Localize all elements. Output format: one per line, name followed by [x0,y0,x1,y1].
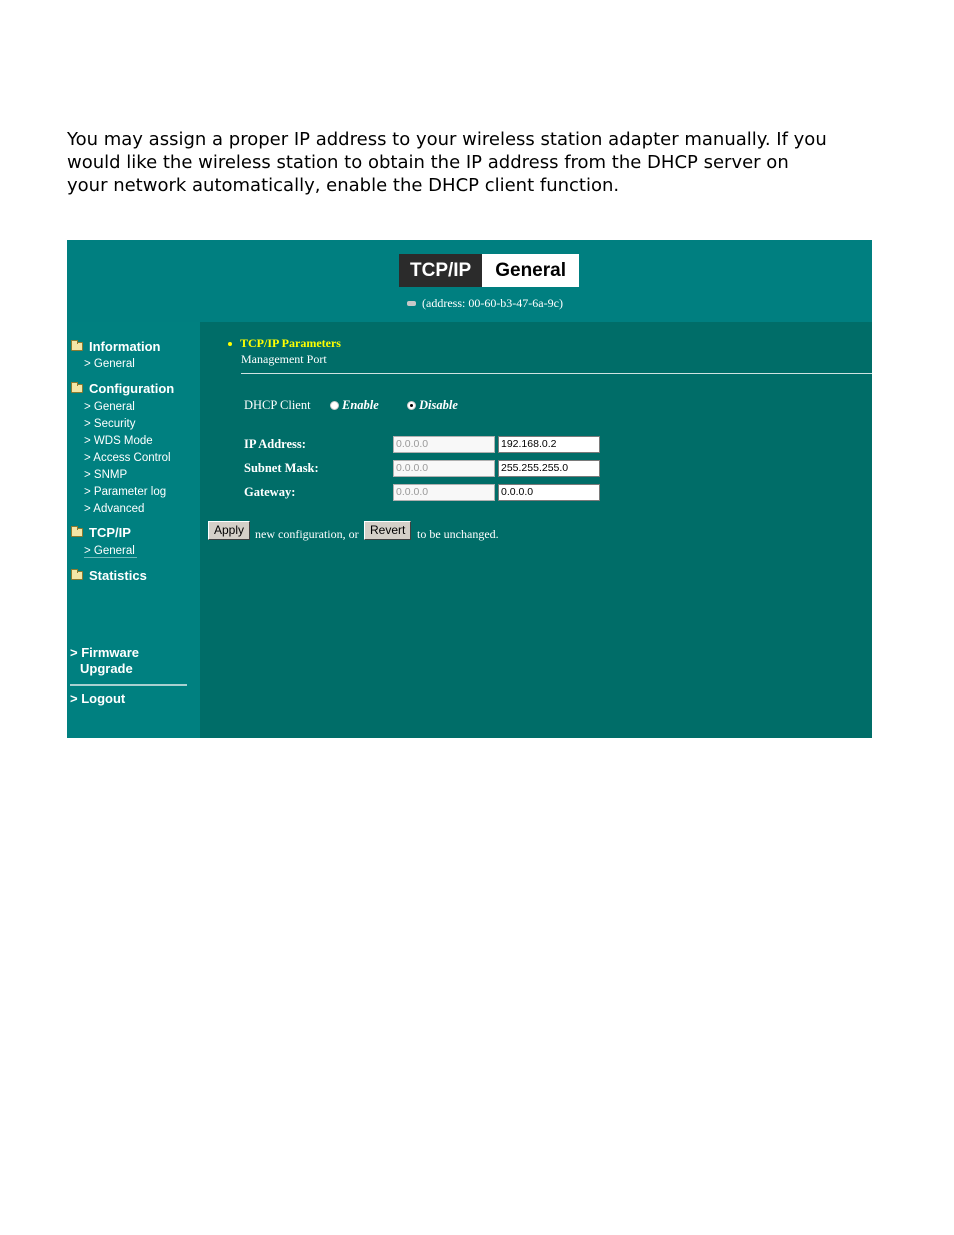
subnet-mask-label: Subnet Mask: [244,461,319,475]
network-card-icon [407,301,416,306]
apply-description: new configuration, or [255,527,359,541]
mac-address-text: (address: 00-60-b3-47-6a-9c) [422,296,563,310]
sidebar-item-logout[interactable]: > Logout [70,691,126,706]
intro-paragraph: You may assign a proper IP address to your wireless station adapter manually. If you would like the wireless station to obtain the IP address from the DHCP server on your network automatically, enable the DHCP client function. [67,129,827,196]
revert-description: to be unchanged. [417,527,499,541]
sidebar [67,322,200,738]
dhcp-enable-label: Enable [342,398,379,412]
revert-button[interactable]: Revert [364,521,411,540]
sidebar-item-access-control[interactable]: > Access Control [84,452,171,464]
firmware-label-line1: > Firmware [70,645,140,660]
section-subtitle: Management Port [241,352,327,366]
subnet-mask-current-field: 0.0.0.0 [393,460,495,477]
folder-open-icon [71,342,83,351]
sidebar-item-tcpip[interactable] [71,525,131,540]
sidebar-item-advanced[interactable]: > Advanced [84,503,145,515]
main-panel [200,322,872,738]
bullet-icon [228,342,232,346]
sidebar-item-config-general[interactable]: > General [84,401,135,413]
page-title-page: General [482,254,579,287]
sidebar-item-information-general[interactable]: > General [84,358,135,370]
folder-open-icon [71,384,83,393]
sidebar-item-security[interactable]: > Security [84,418,136,430]
subnet-mask-input[interactable]: 255.255.255.0 [498,460,600,477]
folder-closed-icon [71,571,83,580]
gateway-current-field: 0.0.0.0 [393,484,495,501]
page-title [399,254,579,287]
apply-button[interactable]: Apply [208,521,250,540]
radio-disable[interactable] [407,401,416,410]
gateway-label: Gateway: [244,485,296,499]
page-title-section: TCP/IP [399,254,482,287]
sidebar-item-information[interactable] [71,339,161,354]
dhcp-disable-option[interactable] [407,398,458,413]
sidebar-item-statistics[interactable] [71,568,147,583]
sidebar-item-label: Statistics [89,568,147,583]
sidebar-item-snmp[interactable]: > SNMP [84,469,128,481]
gateway-input[interactable]: 0.0.0.0 [498,484,600,501]
ip-address-input[interactable]: 192.168.0.2 [498,436,600,453]
section-title [228,336,341,351]
sidebar-item-configuration[interactable] [71,381,174,396]
mac-address [407,296,563,311]
folder-open-icon [71,528,83,537]
ip-address-current-field: 0.0.0.0 [393,436,495,453]
dhcp-disable-label: Disable [419,398,458,412]
section-title-text: TCP/IP Parameters [240,336,341,350]
sidebar-item-tcpip-general[interactable]: > General [84,545,135,557]
section-divider [241,373,872,374]
sidebar-divider [70,684,187,686]
sidebar-item-firmware-upgrade[interactable] [70,645,139,677]
dhcp-enable-option[interactable] [330,398,379,413]
router-web-ui [67,240,872,738]
sidebar-item-label: Configuration [89,381,175,396]
sidebar-item-label: Information [89,339,161,354]
radio-enable[interactable] [330,401,339,410]
page-header [67,240,872,322]
firmware-label-line2: Upgrade [80,661,133,676]
ip-address-label: IP Address: [244,437,306,451]
dhcp-client-label: DHCP Client [244,398,311,412]
sidebar-item-label: TCP/IP [89,525,131,540]
sidebar-item-wds-mode[interactable]: > WDS Mode [84,435,153,447]
sidebar-item-parameter-log[interactable]: > Parameter log [84,486,167,498]
